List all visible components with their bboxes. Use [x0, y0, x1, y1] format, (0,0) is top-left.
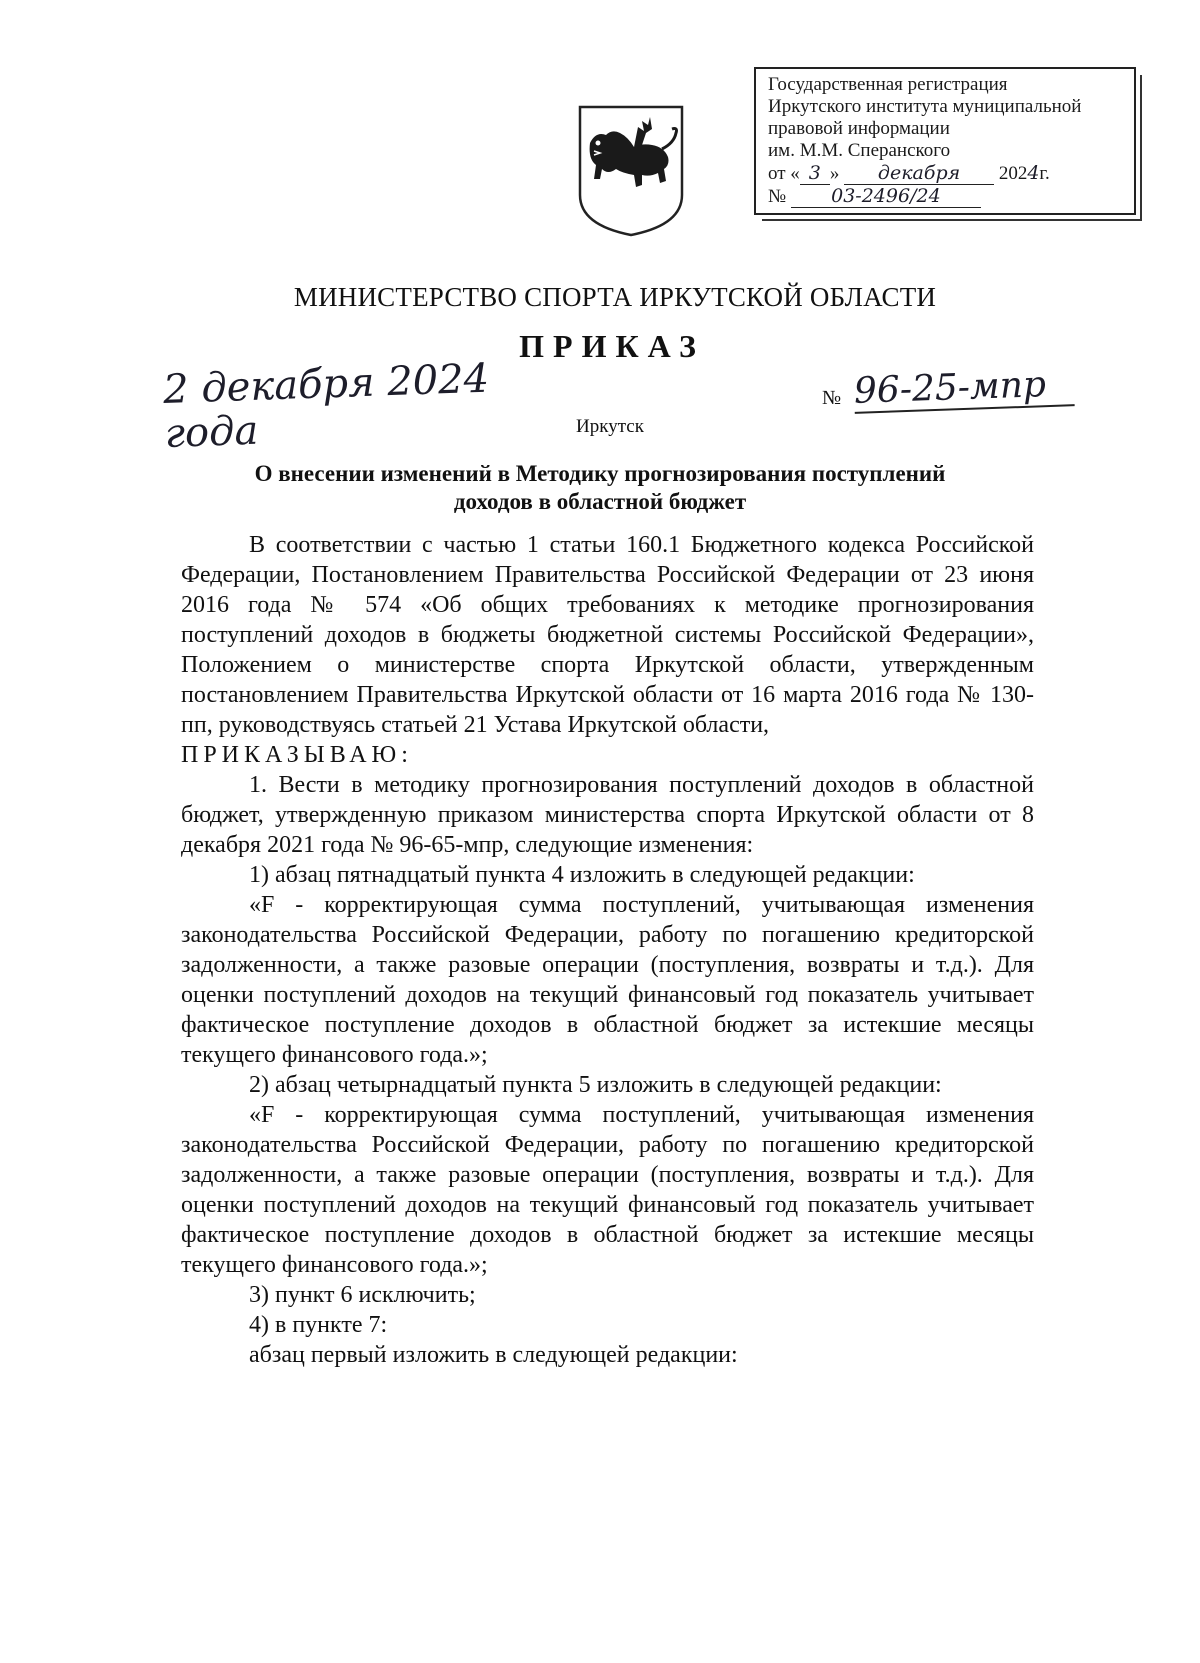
stamp-line-4: им. М.М. Сперанского: [768, 140, 951, 161]
order-number-block: [822, 364, 1074, 412]
registration-stamp: [754, 67, 1136, 215]
stamp-line-3: правовой информации: [768, 118, 950, 139]
stamp-date-line: [768, 162, 1124, 185]
item-1-paragraph: 1. Вести в методику прогнозирования поступлений доходов в областной бюджет, утвержденную приказом министерства спорта Иркутской области от 8 декабря 2021 года № 96-65-мпр, следующие изменения:: [181, 772, 1034, 858]
order-title: ПРИКАЗ: [519, 328, 705, 364]
stamp-line-1: Государственная регистрация: [768, 74, 1008, 95]
subitem-3: 3) пункт 6 исключить;: [249, 1282, 476, 1308]
subitem-4a: абзац первый изложить в следующей редакции:: [249, 1342, 738, 1368]
stamp-year-prefix: 202: [998, 163, 1028, 184]
quote-2-paragraph: «F - корректирующая сумма поступлений, учитывающая изменения законодательства Российской Федерации, работу по погашению кредиторской задолженности, а также разовые операции (поступления, возвраты и т.д.). Для оценки поступлений доходов на текущий финансовый год показатель учитывает фактическое поступление доходов в областной бюджет за истекшие месяцы текущего финансового года.»;: [181, 1102, 1034, 1278]
stamp-reg-month: декабря: [844, 162, 994, 185]
stamp-year-suffix: г.: [1039, 163, 1050, 184]
subitem-2: 2) абзац четырнадцатый пункта 5 изложить в следующей редакции:: [249, 1072, 942, 1098]
number-sign: №: [822, 387, 842, 409]
stamp-number-prefix: №: [768, 186, 787, 207]
stamp-year-digit: 4: [1027, 162, 1040, 184]
order-date-handwritten: 2 декабря 2024 года: [162, 355, 490, 457]
order-subject: [150, 460, 1050, 516]
stamp-reg-number: 03-2496/24: [791, 185, 981, 208]
stamp-number-line: [768, 185, 1124, 208]
coat-of-arms-emblem: [576, 103, 686, 239]
city-name: Иркутск: [576, 416, 644, 437]
order-body: [181, 530, 1034, 1370]
stamp-reg-day: 3: [800, 162, 830, 185]
subject-line-1: О внесении изменений в Методику прогнозирования поступлений: [254, 461, 946, 486]
preamble-paragraph: В соответствии с частью 1 статьи 160.1 Бюджетного кодекса Российской Федерации, Постановлением Правительства Российской Федерации от 23 июня 2016 года № 574 «Об общих требованиях к методике прогнозирования поступлений доходов в бюджеты бюджетной системы Российской Федерации», Положением о министерстве спорта Иркутской области, утвержденным постановлением Правительства Иркутской области от 16 марта 2016 года № 130-пп, руководствуясь статьей 21 Устава Иркутской области,: [181, 532, 1034, 738]
stamp-from-prefix: от «: [768, 163, 800, 184]
stamp-from-mid: »: [829, 163, 840, 184]
order-number-handwritten: 96-25-мпр: [853, 364, 1074, 414]
prikazyvayu-heading: ПРИКАЗЫВАЮ:: [181, 742, 413, 768]
ministry-name: МИНИСТЕРСТВО СПОРТА ИРКУТСКОЙ ОБЛАСТИ: [293, 282, 937, 312]
quote-1-paragraph: «F - корректирующая сумма поступлений, учитывающая изменения законодательства Российской Федерации, работу по погашению кредиторской задолженности, а также разовые операции (поступления, возвраты и т.д.). Для оценки поступлений доходов на текущий финансовый год показатель учитывает фактическое поступление доходов в областной бюджет за истекшие месяцы текущего финансового года.»;: [181, 892, 1034, 1068]
stamp-line-2: Иркутского института муниципальной: [768, 96, 1082, 117]
subject-line-2: доходов в областной бюджет: [453, 489, 747, 514]
subitem-1: 1) абзац пятнадцатый пункта 4 изложить в следующей редакции:: [249, 862, 915, 888]
subitem-4: 4) в пункте 7:: [249, 1312, 388, 1338]
